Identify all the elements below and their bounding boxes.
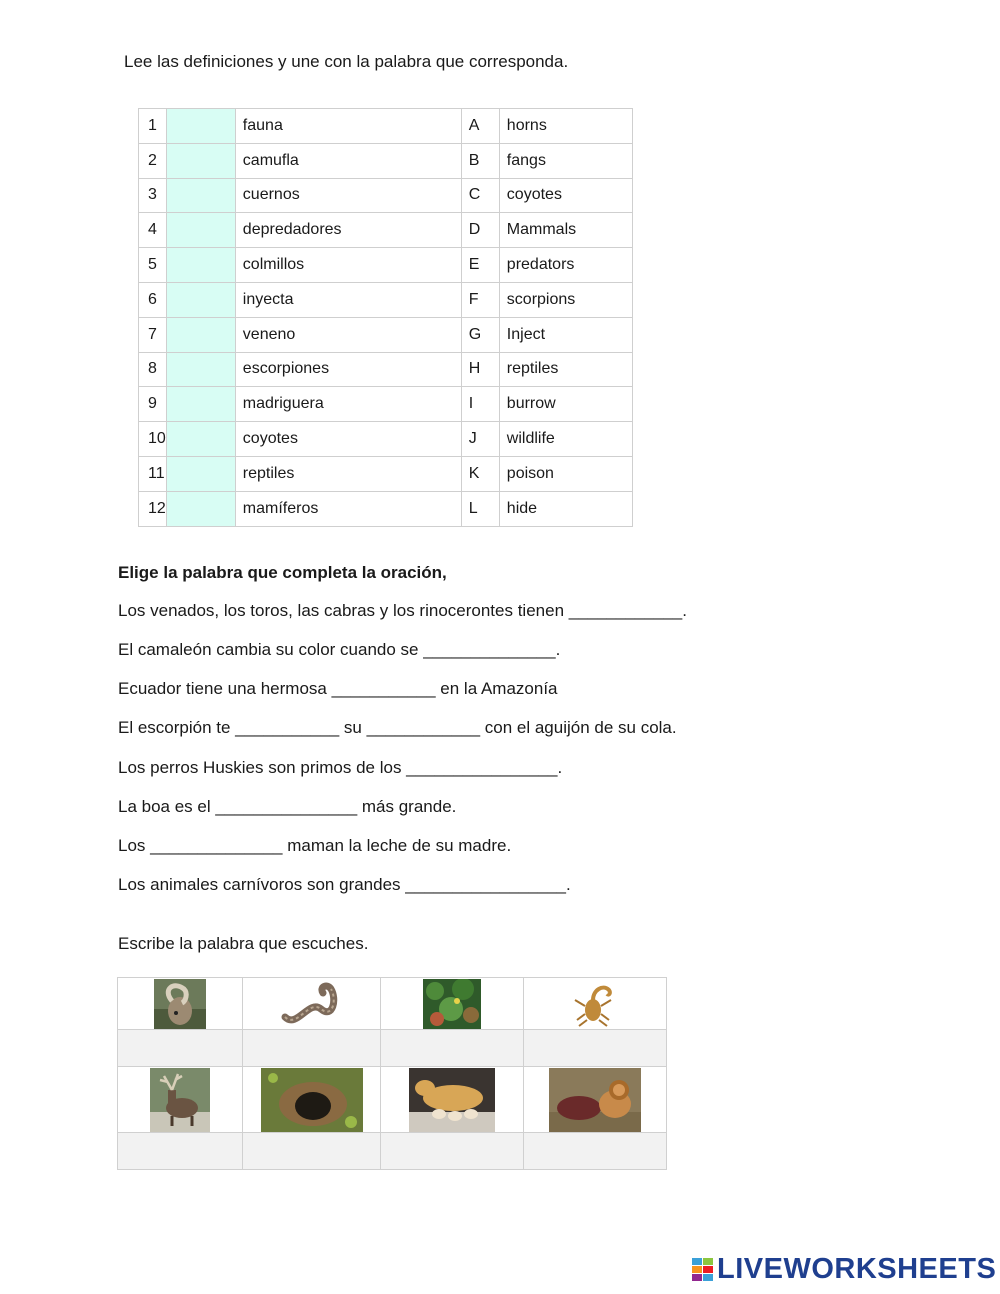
matching-row	[139, 387, 633, 422]
answer-box[interactable]	[166, 282, 235, 317]
answer-box[interactable]	[166, 422, 235, 457]
sentence-1: Los venados, los toros, las cabras y los rinocerontes tienen ____________.	[118, 601, 687, 620]
answer-cell-1[interactable]	[118, 1030, 243, 1067]
option-letter: E	[461, 248, 499, 283]
answer-input[interactable]	[167, 108, 239, 144]
matching-row	[139, 456, 633, 491]
answer-box[interactable]	[166, 352, 235, 387]
matching-row	[139, 282, 633, 317]
english-word: hide	[499, 491, 632, 526]
option-letter: C	[461, 178, 499, 213]
english-word: horns	[499, 109, 632, 144]
burrow-cell	[243, 1067, 381, 1133]
instruction-listen: Escribe la palabra que escuches.	[118, 934, 369, 953]
spanish-word: reptiles	[235, 456, 461, 491]
answer-box[interactable]	[166, 213, 235, 248]
english-word: fangs	[499, 143, 632, 178]
row-number: 11	[139, 456, 167, 491]
spanish-word: camufla	[235, 143, 461, 178]
answer-cell-6[interactable]	[243, 1133, 381, 1170]
answer-input[interactable]	[167, 491, 239, 527]
answer-box[interactable]	[166, 491, 235, 526]
matching-row	[139, 143, 633, 178]
matching-row	[139, 248, 633, 283]
row-number: 6	[139, 282, 167, 317]
matching-row	[139, 213, 633, 248]
spanish-word: cuernos	[235, 178, 461, 213]
row-number: 12	[139, 491, 167, 526]
answer-input[interactable]	[167, 317, 239, 353]
sentence-3: Ecuador tiene una hermosa ___________ en la Amazonía	[118, 679, 558, 698]
answer-box[interactable]	[166, 109, 235, 144]
matching-row	[139, 317, 633, 352]
answer-input[interactable]	[167, 352, 239, 388]
answer-input[interactable]	[167, 456, 239, 492]
picture-table	[117, 977, 667, 1170]
english-word: reptiles	[499, 352, 632, 387]
matching-row	[139, 491, 633, 526]
option-letter: D	[461, 213, 499, 248]
answer-input[interactable]	[167, 143, 239, 179]
sentence-7: Los ______________ maman la leche de su madre.	[118, 836, 512, 855]
spanish-word: veneno	[235, 317, 461, 352]
english-word: burrow	[499, 387, 632, 422]
option-letter: G	[461, 317, 499, 352]
answer-input-7[interactable]	[381, 1132, 527, 1170]
answer-cell-3[interactable]	[381, 1030, 524, 1067]
answer-cell-2[interactable]	[243, 1030, 381, 1067]
row-number: 10	[139, 422, 167, 457]
answer-input[interactable]	[167, 282, 239, 318]
row-number: 9	[139, 387, 167, 422]
row-number: 5	[139, 248, 167, 283]
answer-box[interactable]	[166, 317, 235, 352]
sentence-4: El escorpión te ___________ su ____________ con el aguijón de su cola.	[118, 718, 677, 737]
spanish-word: colmillos	[235, 248, 461, 283]
instruction-match: Lee las definiciones y une con la palabra que corresponda.	[124, 52, 569, 71]
answer-input-4[interactable]	[524, 1029, 670, 1067]
answer-input[interactable]	[167, 421, 239, 457]
scorpion-cell	[524, 978, 667, 1030]
spanish-word: fauna	[235, 109, 461, 144]
english-word: poison	[499, 456, 632, 491]
option-letter: I	[461, 387, 499, 422]
answer-cell-7[interactable]	[381, 1133, 524, 1170]
lion-predator-image	[549, 1068, 641, 1132]
row-number: 8	[139, 352, 167, 387]
english-word: predators	[499, 248, 632, 283]
reindeer-image	[150, 1068, 210, 1132]
answer-input[interactable]	[167, 386, 239, 422]
dog-puppies-cell	[381, 1067, 524, 1133]
option-letter: H	[461, 352, 499, 387]
burrow-image	[261, 1068, 363, 1132]
answer-input-8[interactable]	[524, 1132, 670, 1170]
liveworksheets-logo-text: LIVEWORKSHEETS	[717, 1253, 997, 1285]
option-letter: K	[461, 456, 499, 491]
dog-nursing-puppies-image	[409, 1068, 495, 1132]
scorpion-image	[567, 980, 623, 1028]
matching-row	[139, 422, 633, 457]
answer-cell-5[interactable]	[118, 1133, 243, 1170]
sentence-5: Los perros Huskies son primos de los ________________.	[118, 758, 563, 777]
row-number: 4	[139, 213, 167, 248]
answer-input-6[interactable]	[243, 1132, 384, 1170]
english-word: wildlife	[499, 422, 632, 457]
answer-box[interactable]	[166, 143, 235, 178]
liveworksheets-logo	[692, 1253, 996, 1286]
snake-image	[279, 979, 345, 1029]
instruction-complete: Elige la palabra que completa la oración,	[118, 563, 447, 582]
english-word: coyotes	[499, 178, 632, 213]
english-word: scorpions	[499, 282, 632, 317]
jungle-wildlife-image	[423, 979, 481, 1029]
answer-box[interactable]	[166, 456, 235, 491]
answer-input[interactable]	[167, 178, 239, 214]
row-number: 3	[139, 178, 167, 213]
row-number: 7	[139, 317, 167, 352]
sentence-8: Los animales carnívoros son grandes _________________.	[118, 875, 571, 894]
matching-row	[139, 109, 633, 144]
goat-horns-image	[154, 979, 206, 1029]
option-letter: B	[461, 143, 499, 178]
answer-cell-8[interactable]	[524, 1133, 667, 1170]
matching-row	[139, 178, 633, 213]
option-letter: J	[461, 422, 499, 457]
row-number: 1	[139, 109, 167, 144]
matching-table	[138, 108, 633, 527]
answer-input-5[interactable]	[118, 1132, 246, 1170]
english-word: Inject	[499, 317, 632, 352]
reindeer-cell	[118, 1067, 243, 1133]
answer-input-2[interactable]	[243, 1029, 384, 1067]
answer-input[interactable]	[167, 212, 239, 248]
matching-row	[139, 352, 633, 387]
answer-cell-4[interactable]	[524, 1030, 667, 1067]
answer-input-1[interactable]	[118, 1029, 246, 1067]
spanish-word: coyotes	[235, 422, 461, 457]
spanish-word: inyecta	[235, 282, 461, 317]
spanish-word: mamíferos	[235, 491, 461, 526]
answer-box[interactable]	[166, 248, 235, 283]
answer-box[interactable]	[166, 387, 235, 422]
snake-cell	[243, 978, 381, 1030]
liveworksheets-logo-icon	[692, 1258, 714, 1282]
lion-cell	[524, 1067, 667, 1133]
jungle-cell	[381, 978, 524, 1030]
spanish-word: madriguera	[235, 387, 461, 422]
goat-horns-cell	[118, 978, 243, 1030]
answer-box[interactable]	[166, 178, 235, 213]
row-number: 2	[139, 143, 167, 178]
spanish-word: escorpiones	[235, 352, 461, 387]
spanish-word: depredadores	[235, 213, 461, 248]
option-letter: A	[461, 109, 499, 144]
english-word: Mammals	[499, 213, 632, 248]
sentence-6: La boa es el _______________ más grande.	[118, 797, 457, 816]
sentence-2: El camaleón cambia su color cuando se ______________.	[118, 640, 561, 659]
option-letter: F	[461, 282, 499, 317]
answer-input[interactable]	[167, 247, 239, 283]
option-letter: L	[461, 491, 499, 526]
answer-input-3[interactable]	[381, 1029, 527, 1067]
